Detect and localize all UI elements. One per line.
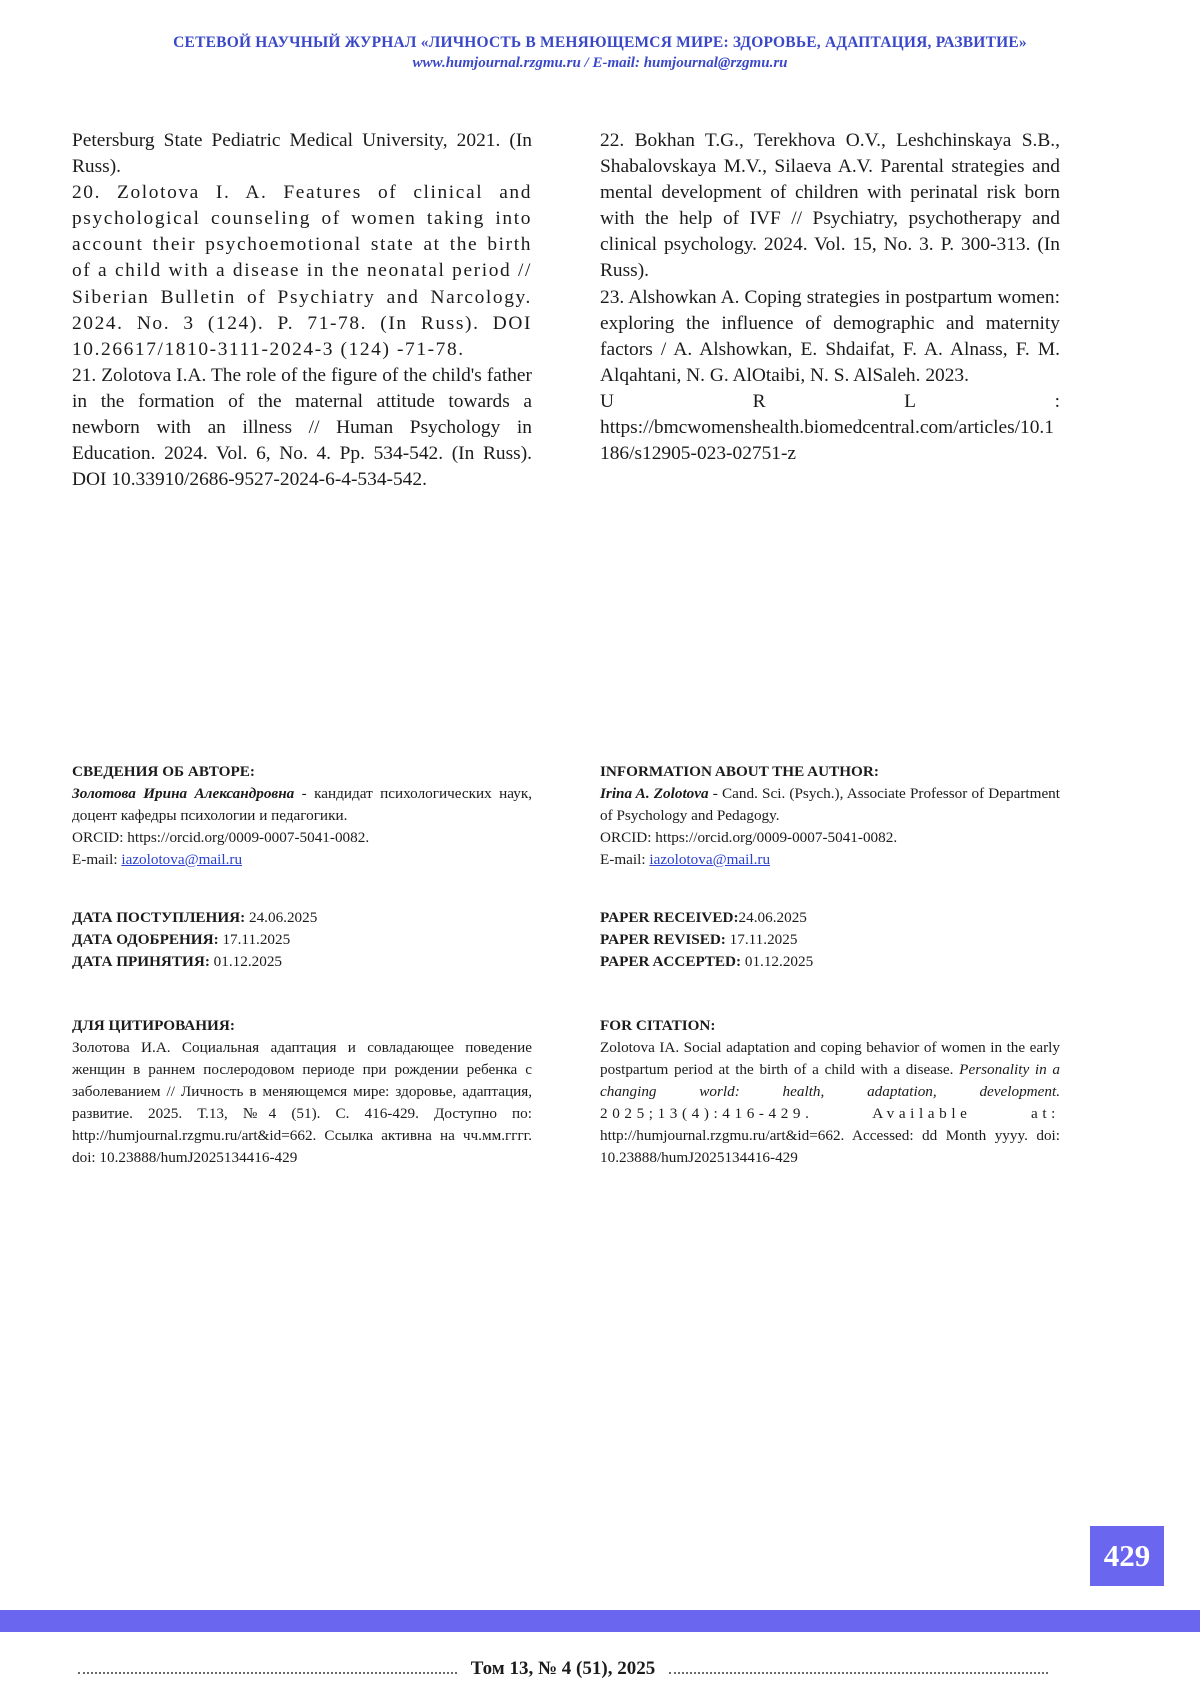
reference-22: 22. Bokhan T.G., Terekhova O.V., Leshchinskaya S.B., Shabalovskaya M.V., Silaeva A.V. Parental strategies and mental development of children with perinatal risk born with the help of IVF // Psychiatry, psychotherapy and clinical psychology. 2024. Vol. 15, No. 3. P. 300-313. (In Russ). xyxy=(600,130,1060,282)
references-left-column xyxy=(72,128,532,493)
author-en-description: - Cand. Sci. (Psych.), Associate Professor of Department of Psychology and Pedagogy. xyxy=(600,785,1060,824)
footer-dots-right xyxy=(669,1672,1048,1674)
reference-23: 23. Alshowkan A. Coping strategies in postpartum women: exploring the influence of demographic and maternity factors / A. Alshowkan, E. Shdaifat, F. A. Alnass, F. M. Alqahtani, N. G. AlOtaibi, N. S. AlSaleh. 2023. xyxy=(600,286,1060,386)
author-en-email-label: E-mail: xyxy=(600,851,650,868)
citation-ru-heading: ДЛЯ ЦИТИРОВАНИЯ: xyxy=(72,1017,235,1034)
author-ru-description: - кандидат психологических наук, доцент кафедры психологии и педагогики. xyxy=(72,785,532,824)
received-ru-value: 24.06.2025 xyxy=(245,909,318,926)
footer-dots-left xyxy=(78,1672,457,1674)
url-label-letter: L xyxy=(904,390,916,412)
dates-ru xyxy=(72,907,532,973)
journal-header xyxy=(0,34,1200,72)
author-en-heading: INFORMATION ABOUT THE AUTHOR: xyxy=(600,763,879,780)
revised-en-label: PAPER REVISED: xyxy=(600,931,726,948)
author-ru-email-link[interactable]: iazolotova@mail.ru xyxy=(121,851,243,868)
journal-title: СЕТЕВОЙ НАУЧНЫЙ ЖУРНАЛ «ЛИЧНОСТЬ В МЕНЯЮЩЕМСЯ МИРЕ: ЗДОРОВЬЕ, АДАПТАЦИЯ, РАЗВИТИЕ» xyxy=(173,34,1027,51)
page-number-badge: 429 xyxy=(1090,1526,1164,1586)
url-label-letter: R xyxy=(752,390,766,412)
author-ru-orcid: ORCID: https://orcid.org/0009-0007-5041-0082. xyxy=(72,829,370,846)
author-en-name: Irina A. Zolotova xyxy=(600,785,709,802)
dates-en xyxy=(600,907,1060,973)
journal-site-email: www.humjournal.rzgmu.ru / E-mail: humjournal@rzgmu.ru xyxy=(412,55,788,71)
url-label xyxy=(600,389,1060,415)
references-right-column xyxy=(600,128,1060,467)
citation-en-volume-pages: 2025;13(4):416-429. Available at: xyxy=(600,1105,1060,1122)
revised-en-value: 17.11.2025 xyxy=(725,931,798,948)
citation-en-text-1: Zolotova IA. Social adaptation and coping behavior of women in the early postpartum period at the birth of a child with a disease. xyxy=(600,1039,1060,1078)
received-ru-label: ДАТА ПОСТУПЛЕНИЯ: xyxy=(72,909,246,926)
revised-ru-label: ДАТА ОДОБРЕНИЯ: xyxy=(72,931,219,948)
accepted-en-value: 01.12.2025 xyxy=(741,953,814,970)
footer xyxy=(78,1657,1048,1681)
footer-accent-band xyxy=(0,1610,1200,1632)
accepted-ru-label: ДАТА ПРИНЯТИЯ: xyxy=(72,953,210,970)
author-ru-name: Золотова Ирина Александровна xyxy=(72,785,295,802)
received-en-value: 24.06.2025 xyxy=(738,909,807,926)
revised-ru-value: 17.11.2025 xyxy=(218,931,291,948)
author-info-ru xyxy=(72,761,532,871)
citation-en xyxy=(600,1015,1060,1169)
citation-en-heading: FOR CITATION: xyxy=(600,1017,716,1034)
author-en-orcid: ORCID: https://orcid.org/0009-0007-5041-0082. xyxy=(600,829,898,846)
url-label-letter: U xyxy=(600,390,615,412)
reference-19-tail: Petersburg State Pediatric Medical University, 2021. (In Russ). xyxy=(72,130,532,178)
accepted-en-label: PAPER ACCEPTED: xyxy=(600,953,742,970)
reference-23-url[interactable]: https://bmcwomenshealth.biomedcentral.com/articles/10.1186/s12905-023-02751-z xyxy=(600,417,1054,465)
author-en-email-link[interactable]: iazolotova@mail.ru xyxy=(649,851,771,868)
received-en-label: PAPER RECEIVED: xyxy=(600,909,739,926)
citation-ru-text: Золотова И.А. Социальная адаптация и совладающее поведение женщин в раннем послеродовом периоде при рождении ребенка с заболеванием // Личность в меняющемся мире: здоровье, адаптация, развитие. 2025. Т.13, №4 (51). С. 416-429. Доступно по: http://humjournal.rzgmu.ru/art&id=662. Ссылка активна на чч.мм.гггг. doi: 10.23888/humJ2025134416-429 xyxy=(72,1039,532,1166)
author-ru-email-label: E-mail: xyxy=(72,851,122,868)
reference-21: 21. Zolotova I.A. The role of the figure of the child's father in the formation of the maternal attitude towards a newborn with an illness // Human Psychology in Education. 2024. Vol. 6, No. 4. Pp. 534-542. (In Russ). DOI 10.33910/2686-9527-2024-6-4-534-542. xyxy=(72,364,532,491)
citation-en-text-2: http://humjournal.rzgmu.ru/art&id=662. Accessed: dd Month yyyy. doi: 10.23888/humJ2025134416-429 xyxy=(600,1127,1060,1166)
author-ru-heading: СВЕДЕНИЯ ОБ АВТОРЕ: xyxy=(72,763,255,780)
citation-en-journal: Personality in a changing world: health, adaptation, development. xyxy=(600,1061,1060,1100)
author-info-en xyxy=(600,761,1060,871)
accepted-ru-value: 01.12.2025 xyxy=(209,953,283,970)
reference-20: 20. Zolotova I. A. Features of clinical and psychological counseling of women taking into account their psychoemotional state at the birth of a child with a disease in the neonatal period // Siberian Bulletin of Psychiatry and Narcology. 2024. No. 3 (124). P. 71-78. (In Russ). DOI 10.26617/1810-3111-2024-3 (124) -71-78. xyxy=(72,182,532,360)
url-label-letter: : xyxy=(1054,390,1060,412)
citation-ru xyxy=(72,1015,532,1169)
footer-volume: Том 13, № 4 (51), 2025 xyxy=(470,1658,656,1679)
